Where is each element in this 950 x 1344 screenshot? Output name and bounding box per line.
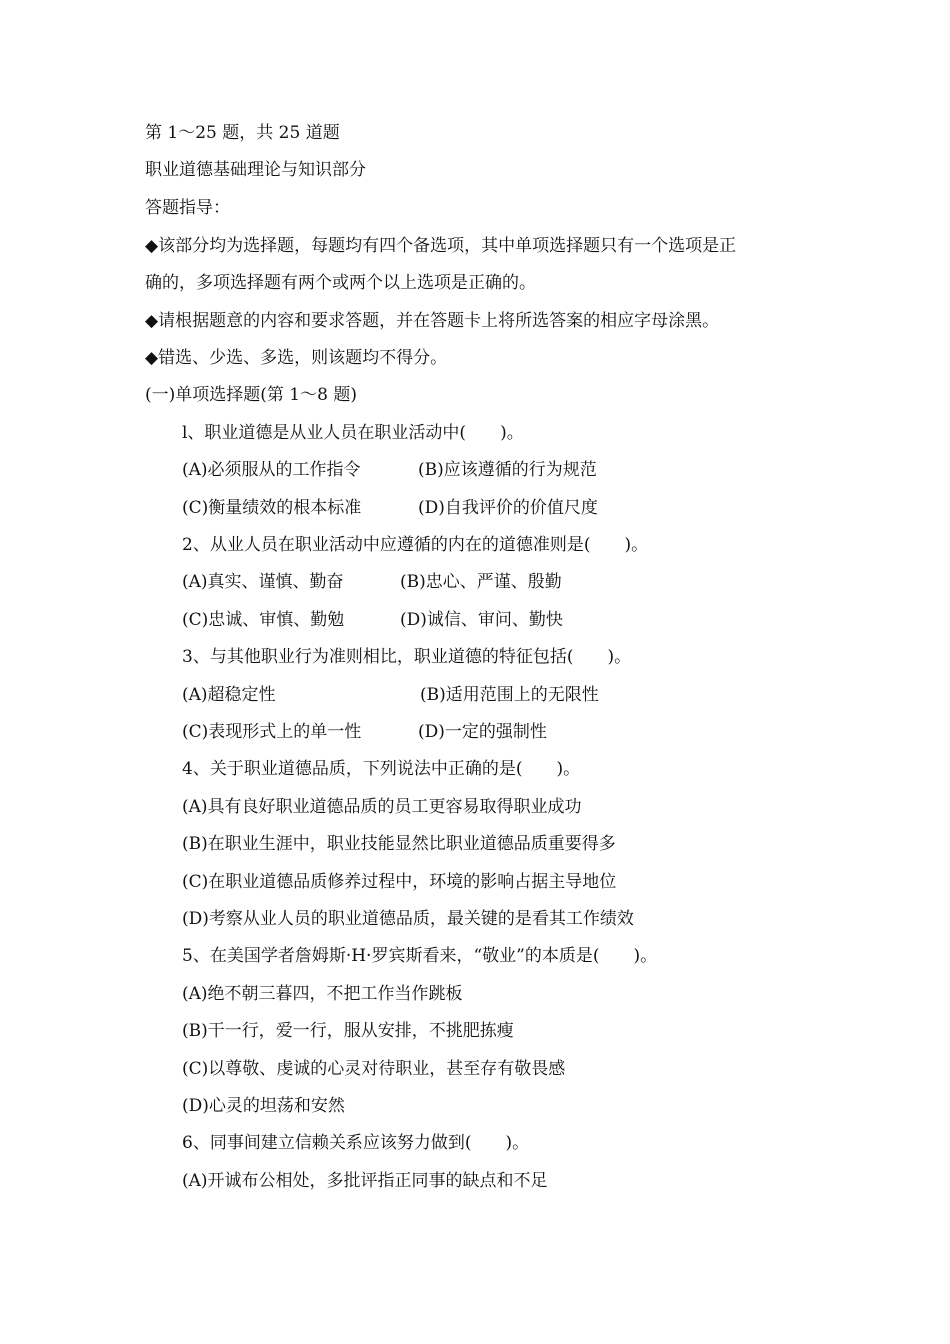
option-a: (A)具有良好职业道德品质的员工更容易取得职业成功 bbox=[182, 797, 582, 817]
option-d: (D)一定的强制性 bbox=[418, 722, 547, 742]
option-d: (D)自我评价的价值尺度 bbox=[418, 498, 598, 518]
option-a: (A)绝不朝三暮四，不把工作当作跳板 bbox=[182, 984, 463, 1004]
instruction-line: ◆错选、少选、多选，则该题均不得分。 bbox=[145, 348, 448, 368]
question-range: 第 1～25 题，共 25 道题 bbox=[145, 123, 340, 143]
section-title: 职业道德基础理论与知识部分 bbox=[145, 160, 366, 180]
option-c: (C)表现形式上的单一性 bbox=[182, 722, 362, 742]
question-stem: l、职业道德是从业人员在职业活动中( )。 bbox=[182, 423, 524, 443]
option-a: (A)开诚布公相处，多批评指正同事的缺点和不足 bbox=[182, 1171, 548, 1191]
instruction-line: ◆该部分均为选择题，每题均有四个备选项，其中单项选择题只有一个选项是正 bbox=[145, 236, 737, 256]
option-c: (C)忠诚、审慎、勤勉 bbox=[182, 610, 345, 630]
guide-title: 答题指导： bbox=[145, 198, 230, 218]
option-b: (B)在职业生涯中，职业技能显然比职业道德品质重要得多 bbox=[182, 834, 616, 854]
question-stem: 2、从业人员在职业活动中应遵循的内在的道德准则是( )。 bbox=[182, 535, 649, 555]
option-a: (A)真实、谨慎、勤奋 bbox=[182, 572, 344, 592]
question-stem: 5、在美国学者詹姆斯·H·罗宾斯看来，“敬业”的本质是( )。 bbox=[182, 946, 658, 966]
question-stem: 6、同事间建立信赖关系应该努力做到( )。 bbox=[182, 1133, 530, 1153]
option-c: (C)在职业道德品质修养过程中，环境的影响占据主导地位 bbox=[182, 872, 617, 892]
option-b: (B)应该遵循的行为规范 bbox=[418, 460, 597, 480]
option-b: (B)适用范围上的无限性 bbox=[420, 685, 599, 705]
part-title: (一)单项选择题(第 1～8 题) bbox=[145, 385, 357, 405]
option-b: (B)忠心、严谨、殷勤 bbox=[400, 572, 562, 592]
option-a: (A)必须服从的工作指令 bbox=[182, 460, 361, 480]
option-d: (D)心灵的坦荡和安然 bbox=[182, 1096, 345, 1116]
option-b: (B)干一行，爱一行，服从安排，不挑肥拣瘦 bbox=[182, 1021, 514, 1041]
option-d: (D)考察从业人员的职业道德品质，最关键的是看其工作绩效 bbox=[182, 909, 634, 929]
option-a: (A)超稳定性 bbox=[182, 685, 276, 705]
instruction-line: 确的，多项选择题有两个或两个以上选项是正确的。 bbox=[145, 273, 536, 293]
option-c: (C)以尊敬、虔诚的心灵对待职业，甚至存有敬畏感 bbox=[182, 1059, 566, 1079]
question-stem: 4、关于职业道德品质，下列说法中正确的是( )。 bbox=[182, 759, 581, 779]
option-d: (D)诚信、审问、勤快 bbox=[400, 610, 563, 630]
question-stem: 3、与其他职业行为准则相比，职业道德的特征包括( )。 bbox=[182, 647, 632, 667]
instruction-line: ◆请根据题意的内容和要求答题，并在答题卡上将所选答案的相应字母涂黑。 bbox=[145, 311, 720, 331]
option-c: (C)衡量绩效的根本标准 bbox=[182, 498, 362, 518]
